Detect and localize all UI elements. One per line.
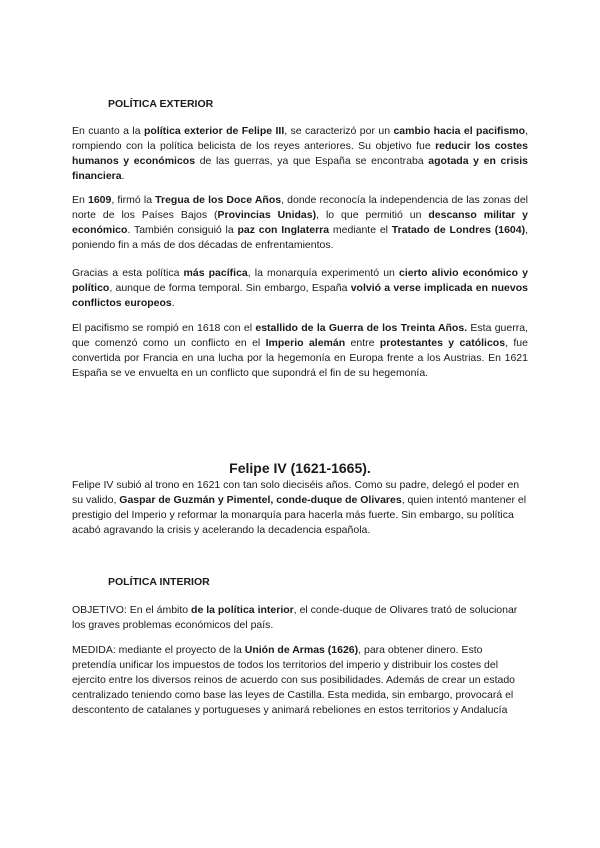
text-run: de las guerras, ya que España se encontraba (195, 155, 429, 167)
text-run: , aunque de forma temporal. Sin embargo, España (109, 282, 351, 294)
paragraph-objetivo (72, 603, 528, 633)
bold-text-run: Tregua de los Doce Años (155, 194, 282, 206)
bold-text-run: cambio hacia el pacifismo (393, 125, 526, 137)
text-run: En (72, 194, 88, 206)
bold-text-run: más pacífica (183, 267, 248, 279)
text-run: , para obtener dinero. Esto pretendía unificar los impuestos de todos los territorios del imperio y distribuir los costes del ejercito entre los diversos reinos de acuerdo con sus posibilidades. Además de crear un estado centralizado teniendo como base las leyes de Castilla. Esta medida, sin embargo, provocará el descontento de catalanes y portugueses y animará rebeliones en estos territorios y Andalucía (72, 644, 516, 716)
text-run: , poniendo fin a más de dos décadas de enfrentamientos. (72, 224, 529, 251)
text-run: . (121, 170, 125, 182)
text-run: . (171, 297, 175, 309)
text-run: En cuanto a la (72, 125, 144, 137)
bold-text-run: volvió a verse implicada en nuevos conflictos europeos (72, 282, 528, 309)
section-heading-politica-exterior: POLÍTICA EXTERIOR (108, 98, 214, 110)
bold-text-run: Unión de Armas (1626) (244, 644, 359, 656)
bold-text-run: Tratado de Londres (1604) (391, 224, 526, 236)
bold-text-run: de la política interior (191, 604, 294, 616)
text-run: , quien intentó mantener el prestigio del Imperio y reformar la monarquía para hacerla más fuerte. Sin embargo, su política acabó agravando la crisis y acelerando la decadencia española. (72, 494, 527, 536)
chapter-title-felipe-iv: Felipe IV (1621-1665). (229, 460, 371, 476)
text-run: Gracias a esta política (72, 267, 184, 279)
bold-text-run: descanso militar y económico (72, 209, 529, 236)
text-run: , firmó la (111, 194, 156, 206)
text-run: , donde reconocía la independencia de las zonas del norte de los Países Bajos ( (72, 194, 528, 221)
bold-text-run: Imperio alemán (265, 337, 346, 349)
paragraph-medida (72, 643, 528, 718)
text-run: , el conde-duque de Olivares trató de solucionar los graves problemas económicos del país. (72, 604, 518, 631)
bold-text-run: paz con Inglaterra (237, 224, 330, 236)
text-run: , fue convertida por Francia en una lucha por la hegemonía en Europa frente a los Austrias. En 1621 España se ve envuelta en un conflicto que supondrá el fin de su hegemonía. (72, 337, 528, 379)
text-run: MEDIDA: mediante el proyecto de la (72, 644, 245, 656)
bold-text-run: Provincias Unidas) (217, 209, 317, 221)
text-run: El pacifismo se rompió en 1618 con el (72, 322, 256, 334)
paragraph-alivio (72, 266, 528, 311)
bold-text-run: reducir los costes humanos y económicos (72, 140, 528, 167)
text-run: , rompiendo con la política belicista de los reyes anteriores. Su objetivo fue (72, 125, 528, 152)
text-run: entre (345, 337, 380, 349)
text-run: . También consiguió la (127, 224, 238, 236)
paragraph-felipe-iv (72, 478, 528, 538)
text-run: , lo que permitió un (316, 209, 429, 221)
paragraph-guerra-treinta-anos (72, 321, 528, 381)
bold-text-run: protestantes y católicos (379, 337, 506, 349)
bold-text-run: agotada y en crisis financiera (72, 155, 528, 182)
bold-text-run: 1609 (87, 194, 112, 206)
section-heading-politica-interior: POLÍTICA INTERIOR (108, 576, 210, 588)
paragraph-tregua (72, 193, 528, 253)
text-run: , la monarquía experimentó un (247, 267, 399, 279)
bold-text-run: Gaspar de Guzmán y Pimentel, conde-duque de Olivares (119, 494, 402, 506)
paragraph-pacifismo (72, 124, 528, 184)
text-run: Esta guerra, que comenzó como un conflicto en el (72, 322, 528, 349)
bold-text-run: política exterior de Felipe III (144, 125, 285, 137)
bold-text-run: estallido de la Guerra de los Treinta Años. (255, 322, 468, 334)
text-run: Felipe IV subió al trono en 1621 con tan solo dieciséis años. Como su padre, delegó el poder en su valido, (72, 479, 520, 506)
text-run: mediante el (329, 224, 392, 236)
bold-text-run: cierto alivio económico y político (72, 267, 528, 294)
text-run: , se caracterizó por un (284, 125, 394, 137)
text-run: OBJETIVO: En el ámbito (72, 604, 192, 616)
